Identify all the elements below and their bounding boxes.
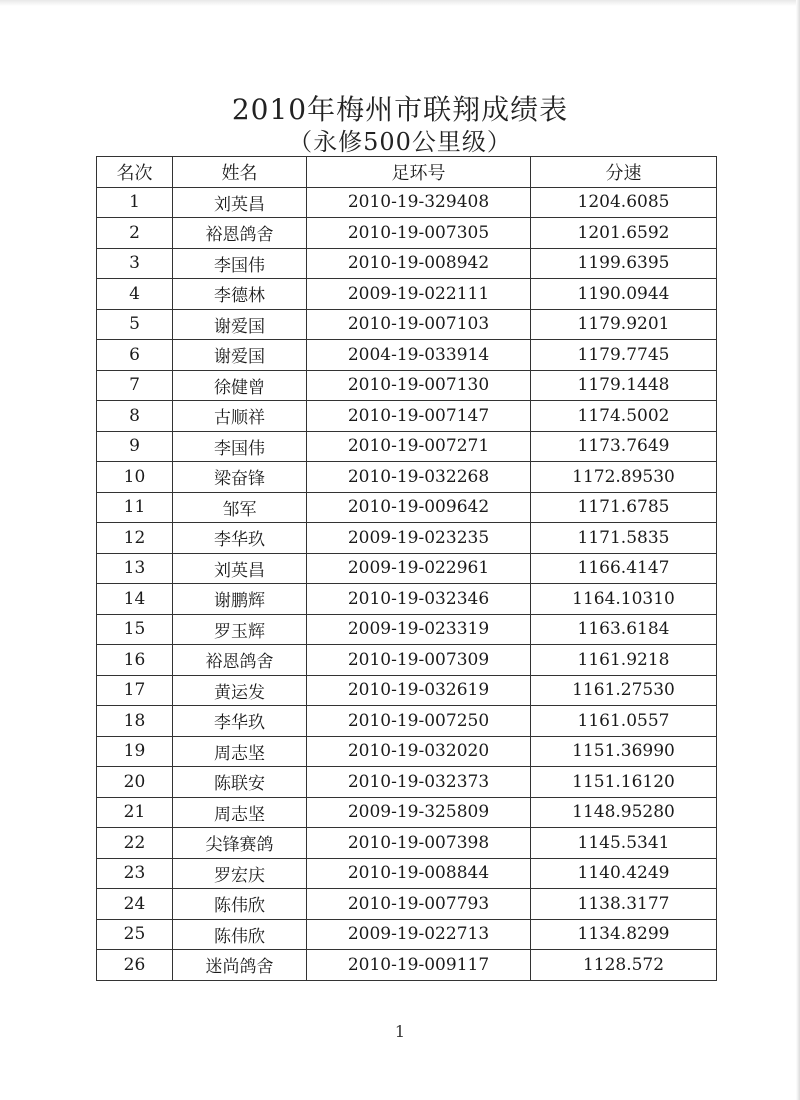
table-row: [97, 919, 717, 950]
cell-speed: 1151.36990: [531, 736, 717, 767]
cell-rank: 23: [97, 858, 173, 889]
scan-edge-right: [796, 0, 800, 1100]
cell-rank: 24: [97, 889, 173, 920]
cell-rank: 6: [97, 340, 173, 371]
table-row: [97, 492, 717, 523]
table-row: [97, 675, 717, 706]
cell-name: 黄运发: [173, 675, 307, 706]
cell-name: 罗宏庆: [173, 858, 307, 889]
cell-name: 梁奋锋: [173, 462, 307, 493]
cell-ring: 2010-19-009117: [307, 950, 531, 981]
cell-rank: 5: [97, 309, 173, 340]
table-row: [97, 767, 717, 798]
page-subtitle: （永修500公里级）: [288, 128, 512, 156]
cell-name: 尖锋赛鸽: [173, 828, 307, 859]
cell-ring: 2009-19-022111: [307, 279, 531, 310]
cell-speed: 1171.5835: [531, 523, 717, 554]
cell-ring: 2010-19-032373: [307, 767, 531, 798]
cell-rank: 15: [97, 614, 173, 645]
table-row: [97, 553, 717, 584]
table-row: [97, 858, 717, 889]
cell-speed: 1172.89530: [531, 462, 717, 493]
cell-ring: 2009-19-022961: [307, 553, 531, 584]
cell-name: 李华玖: [173, 706, 307, 737]
cell-ring: 2010-19-007271: [307, 431, 531, 462]
table-row: [97, 950, 717, 981]
cell-name: 周志坚: [173, 736, 307, 767]
table-row: [97, 889, 717, 920]
cell-name: 陈伟欣: [173, 889, 307, 920]
table-row: [97, 828, 717, 859]
cell-speed: 1201.6592: [531, 218, 717, 249]
cell-name: 刘英昌: [173, 553, 307, 584]
cell-speed: 1204.6085: [531, 187, 717, 218]
cell-ring: 2010-19-007130: [307, 370, 531, 401]
cell-ring: 2010-19-032268: [307, 462, 531, 493]
scan-edge-top: [0, 0, 800, 6]
cell-ring: 2010-19-007309: [307, 645, 531, 676]
cell-name: 邹军: [173, 492, 307, 523]
header-ring: 足环号: [307, 157, 531, 188]
cell-rank: 2: [97, 218, 173, 249]
cell-rank: 9: [97, 431, 173, 462]
cell-name: 裕恩鸽舍: [173, 218, 307, 249]
table-row: [97, 645, 717, 676]
cell-speed: 1199.6395: [531, 248, 717, 279]
cell-rank: 8: [97, 401, 173, 432]
header-speed: 分速: [531, 157, 717, 188]
cell-ring: 2009-19-325809: [307, 797, 531, 828]
table-row: [97, 401, 717, 432]
cell-speed: 1145.5341: [531, 828, 717, 859]
table-row: [97, 614, 717, 645]
cell-speed: 1171.6785: [531, 492, 717, 523]
table-row: [97, 431, 717, 462]
header-name: 姓名: [173, 157, 307, 188]
cell-speed: 1138.3177: [531, 889, 717, 920]
cell-name: 谢鹏辉: [173, 584, 307, 615]
cell-rank: 18: [97, 706, 173, 737]
cell-ring: 2010-19-009642: [307, 492, 531, 523]
page-title: 2010年梅州市联翔成绩表: [231, 93, 569, 126]
cell-speed: 1151.16120: [531, 767, 717, 798]
cell-rank: 13: [97, 553, 173, 584]
cell-rank: 25: [97, 919, 173, 950]
table-row: [97, 706, 717, 737]
cell-name: 李华玖: [173, 523, 307, 554]
cell-speed: 1161.0557: [531, 706, 717, 737]
cell-ring: 2009-19-023235: [307, 523, 531, 554]
cell-rank: 1: [97, 187, 173, 218]
cell-name: 李德林: [173, 279, 307, 310]
cell-ring: 2010-19-007250: [307, 706, 531, 737]
cell-name: 徐健曾: [173, 370, 307, 401]
table-row: [97, 462, 717, 493]
cell-name: 李国伟: [173, 248, 307, 279]
table-row: [97, 187, 717, 218]
table-row: [97, 309, 717, 340]
cell-ring: 2010-19-007305: [307, 218, 531, 249]
cell-speed: 1190.0944: [531, 279, 717, 310]
cell-name: 谢爱国: [173, 309, 307, 340]
cell-speed: 1163.6184: [531, 614, 717, 645]
cell-ring: 2010-19-007793: [307, 889, 531, 920]
cell-name: 周志坚: [173, 797, 307, 828]
cell-rank: 20: [97, 767, 173, 798]
cell-rank: 11: [97, 492, 173, 523]
table-row: [97, 279, 717, 310]
cell-name: 陈伟欣: [173, 919, 307, 950]
cell-rank: 10: [97, 462, 173, 493]
cell-speed: 1161.27530: [531, 675, 717, 706]
cell-name: 刘英昌: [173, 187, 307, 218]
table-row: [97, 248, 717, 279]
cell-speed: 1179.1448: [531, 370, 717, 401]
cell-name: 谢爱国: [173, 340, 307, 371]
table-row: [97, 584, 717, 615]
cell-speed: 1166.4147: [531, 553, 717, 584]
cell-name: 李国伟: [173, 431, 307, 462]
cell-ring: 2010-19-032020: [307, 736, 531, 767]
cell-speed: 1174.5002: [531, 401, 717, 432]
cell-speed: 1148.95280: [531, 797, 717, 828]
results-table-header: [97, 157, 717, 188]
cell-name: 陈联安: [173, 767, 307, 798]
cell-ring: 2009-19-022713: [307, 919, 531, 950]
cell-rank: 14: [97, 584, 173, 615]
cell-ring: 2010-19-032619: [307, 675, 531, 706]
cell-rank: 16: [97, 645, 173, 676]
page-number: 1: [394, 1022, 406, 1041]
table-row: [97, 797, 717, 828]
cell-name: 迷尚鸽舍: [173, 950, 307, 981]
cell-ring: 2010-19-032346: [307, 584, 531, 615]
cell-speed: 1140.4249: [531, 858, 717, 889]
header-rank: 名次: [97, 157, 173, 188]
cell-rank: 17: [97, 675, 173, 706]
table-row: [97, 340, 717, 371]
cell-name: 裕恩鸽舍: [173, 645, 307, 676]
cell-rank: 21: [97, 797, 173, 828]
cell-ring: 2004-19-033914: [307, 340, 531, 371]
cell-rank: 3: [97, 248, 173, 279]
cell-rank: 7: [97, 370, 173, 401]
table-row: [97, 523, 717, 554]
cell-ring: 2010-19-007398: [307, 828, 531, 859]
cell-rank: 12: [97, 523, 173, 554]
cell-rank: 19: [97, 736, 173, 767]
results-table: [96, 156, 717, 981]
cell-ring: 2010-19-008942: [307, 248, 531, 279]
cell-rank: 4: [97, 279, 173, 310]
cell-rank: 26: [97, 950, 173, 981]
cell-ring: 2010-19-007147: [307, 401, 531, 432]
table-row: [97, 370, 717, 401]
cell-speed: 1164.10310: [531, 584, 717, 615]
table-row: [97, 736, 717, 767]
header-row: [97, 157, 717, 188]
cell-name: 罗玉辉: [173, 614, 307, 645]
cell-ring: 2010-19-008844: [307, 858, 531, 889]
cell-rank: 22: [97, 828, 173, 859]
cell-ring: 2010-19-007103: [307, 309, 531, 340]
cell-speed: 1179.9201: [531, 309, 717, 340]
cell-speed: 1161.9218: [531, 645, 717, 676]
cell-name: 古顺祥: [173, 401, 307, 432]
results-table-body: [97, 187, 717, 980]
cell-ring: 2009-19-023319: [307, 614, 531, 645]
table-row: [97, 218, 717, 249]
cell-speed: 1173.7649: [531, 431, 717, 462]
cell-speed: 1179.7745: [531, 340, 717, 371]
cell-ring: 2010-19-329408: [307, 187, 531, 218]
cell-speed: 1128.572: [531, 950, 717, 981]
cell-speed: 1134.8299: [531, 919, 717, 950]
